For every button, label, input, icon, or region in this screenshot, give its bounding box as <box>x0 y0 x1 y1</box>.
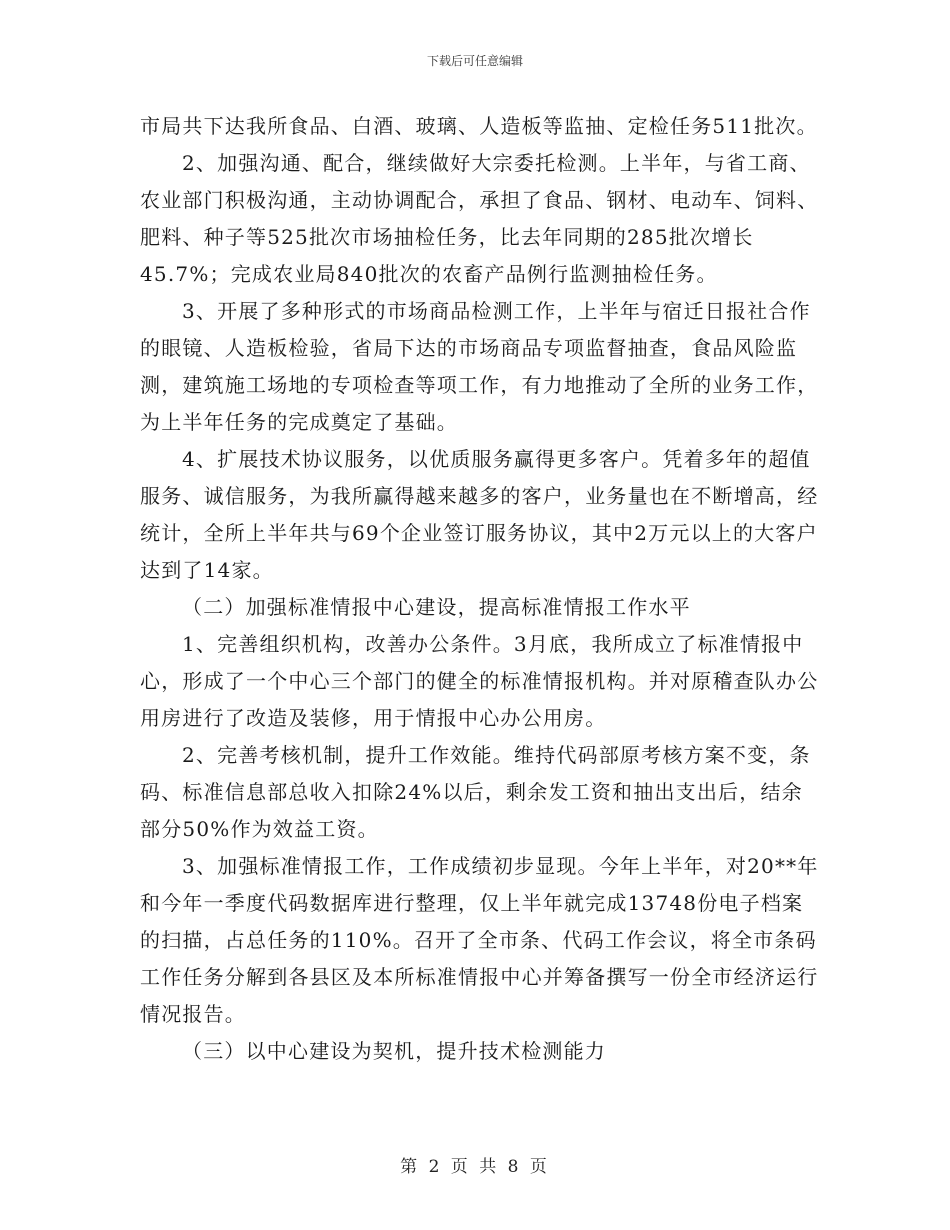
section-heading-2: （二）加强标准情报中心建设，提高标准情报工作水平 <box>182 595 691 619</box>
page-header: 下载后可任意编辑 <box>426 54 523 68</box>
section-heading-3: （三）以中心建设为契机，提升技术检测能力 <box>182 1039 606 1063</box>
paragraph-item-1: 1、完善组织机构，改善办公条件。3月底，我所成立了标准情报中心，形成了一个中心三个部门的健全的标准情报机构。并对原稽查队办公用房进行了改造及装修，用于情报中心办公用房。 <box>140 632 819 730</box>
paragraph-item-4: 4、扩展技术协议服务，以优质服务赢得更多客户。凭着多年的超值服务、诚信服务，为我所赢得越来越多的客户，业务量也在不断增高，经统计，全所上半年共与69个企业签订服务协议，其中2万元以上的大客户达到了14家。 <box>140 447 819 582</box>
paragraph-continuation: 市局共下达我所食品、白酒、玻璃、人造板等监抽、定检任务511批次。 <box>140 114 818 138</box>
paragraph-item-3b: 3、加强标准情报工作，工作成绩初步显现。今年上半年，对20**年和今年一季度代码数据库进行整理，仅上半年就完成13748份电子档案的扫描，占总任务的110%。召开了全市条、代码工作会议，将全市条码工作任务分解到各县区及本所标准情报中心并筹备撰写一份全市经济运行情况报告。 <box>140 854 819 1026</box>
paragraph-item-3: 3、开展了多种形式的市场商品检测工作，上半年与宿迁日报社合作的眼镜、人造板检验，省局下达的市场商品专项监督抽查，食品风险监测，建筑施工场地的专项检查等项工作，有力地推动了全所的业务工作，为上半年任务的完成奠定了基础。 <box>140 299 819 434</box>
document-body <box>140 108 820 1070</box>
page-footer: 第 2 页 共 8 页 <box>400 1157 550 1177</box>
paragraph-item-2b: 2、完善考核机制，提升工作效能。维持代码部原考核方案不变，条码、标准信息部总收入扣除24%以后，剩余发工资和抽出支出后，结余部分50%作为效益工资。 <box>140 743 811 841</box>
paragraph-item-2: 2、加强沟通、配合，继续做好大宗委托检测。上半年，与省工商、农业部门积极沟通，主动协调配合，承担了食品、钢材、电动车、饲料、肥料、种子等525批次市场抽检任务，比去年同期的285批次增长45.7%；完成农业局840批次的农畜产品例行监测抽检任务。 <box>140 151 819 286</box>
